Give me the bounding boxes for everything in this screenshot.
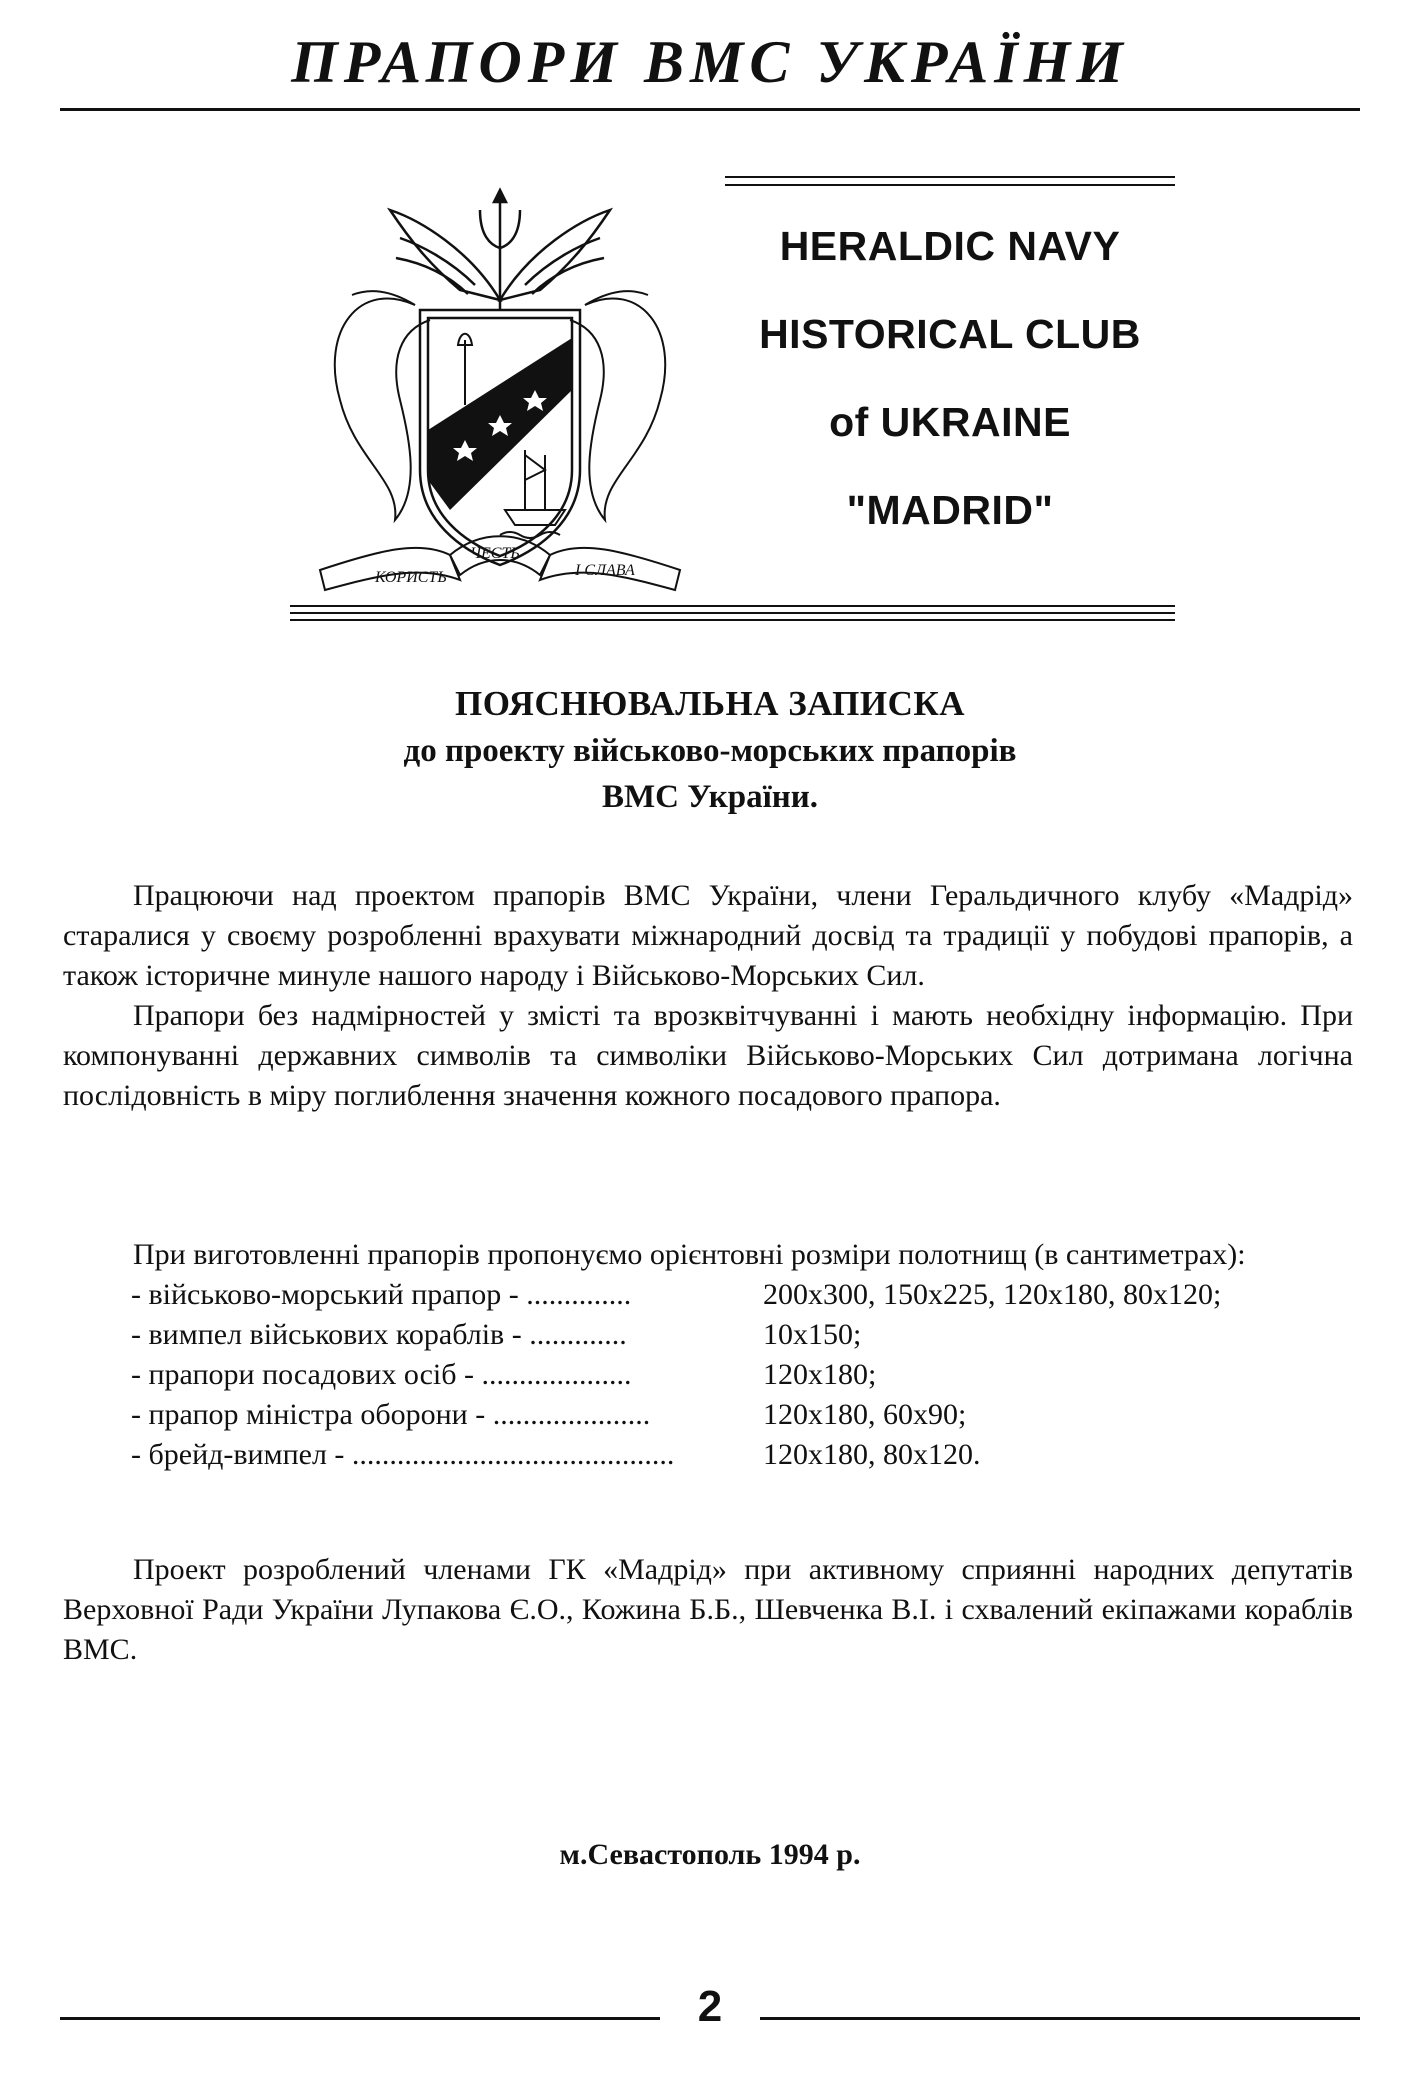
emblem-rule-2 [290,612,1175,614]
dimension-label: - брейд-вимпел - ........................................... [131,1438,675,1471]
page-header [60,0,1360,102]
dimension-row [63,1355,1353,1395]
dimension-value: 120х180, 60х90; [763,1398,967,1431]
naval-club-crest-icon [300,170,700,610]
dimension-label: - вимпел військових кораблів - ............. [131,1318,627,1351]
closing-section [63,1550,1353,1670]
dimension-label: - військово-морський прапор - .............. [131,1278,632,1311]
page-number: 2 [697,1982,723,2031]
closing-paragraph: Проект розроблений членами ГК «Мадрід» при активному сприянні народних депутатів Верховної Ради України Лупакова Є.О., Кожина Б.Б., Шевченка В.І. і схвалений екіпажами кораблів ВМС. [63,1553,1353,1666]
dimension-value: 200х300, 150х225, 120х180, 80х120; [763,1278,1222,1311]
footer-rule-right [760,2017,1360,2020]
dimension-row [63,1315,1353,1355]
club-line-4: "MADRID" [846,487,1054,533]
page-title: ПРАПОРИ ВМС УКРАЇНИ [291,29,1129,95]
dimension-value: 120х180; [763,1358,877,1391]
body-paragraph-2: Прапори без надмірностей у змісті та врозквітчуванні і мають необхідну інформацію. При компонуванні державних символів та символіки Військово-Морських Сил дотримана логічна послідовність в міру поглиблення значення кожного посадового прапора. [63,999,1353,1112]
dimension-row [63,1275,1353,1315]
emblem-rule-3 [290,619,1175,621]
heading-subtitle-1: до проекту військово-морських прапорів [403,733,1017,769]
dimension-label: - прапори посадових осіб - .................... [131,1358,632,1391]
header-rule [60,108,1360,111]
club-line-1: HERALDIC NAVY [779,223,1121,269]
place-date: м.Севастополь 1994 р. [559,1838,861,1871]
dimension-row [63,1435,1353,1475]
club-line-2: HISTORICAL CLUB [759,311,1141,357]
dimension-row [63,1395,1353,1435]
club-line-3: of UKRAINE [829,399,1071,445]
ribbon-left-text: КОРИСТЬ [375,569,447,586]
ribbon-middle-text: ЧЕСТЬ [470,545,520,562]
dimensions-intro: При виготовленні прапорів пропонуємо орієнтовні розміри полотнищ (в сантиметрах): [133,1238,1246,1271]
dimension-label: - прапор міністра оборони - ..................... [131,1398,651,1431]
emblem-rule-1 [290,605,1175,607]
dimension-value: 10х150; [763,1318,862,1351]
club-name-block [725,170,1175,554]
dimension-value: 120х180, 80х120. [763,1438,981,1471]
heading-title: ПОЯСНЮВАЛЬНА ЗАПИСКА [454,684,966,723]
ribbon-right-text: І СЛАВА [575,562,635,579]
emblem [300,170,700,610]
body-paragraph-1: Працюючи над проектом прапорів ВМС України, члени Геральдичного клубу «Мадрід» старалися у своєму розробленні врахувати міжнародний досвід та традиції у побудові прапорів, а також історичне минуле нашого народу і Військово-Морських Сил. [63,879,1353,992]
body-section [63,876,1353,1116]
footer-rule-left [60,2017,660,2020]
document-heading [60,680,1360,820]
heading-subtitle-2: ВМС України. [601,779,819,815]
dimensions-section [63,1235,1353,1475]
